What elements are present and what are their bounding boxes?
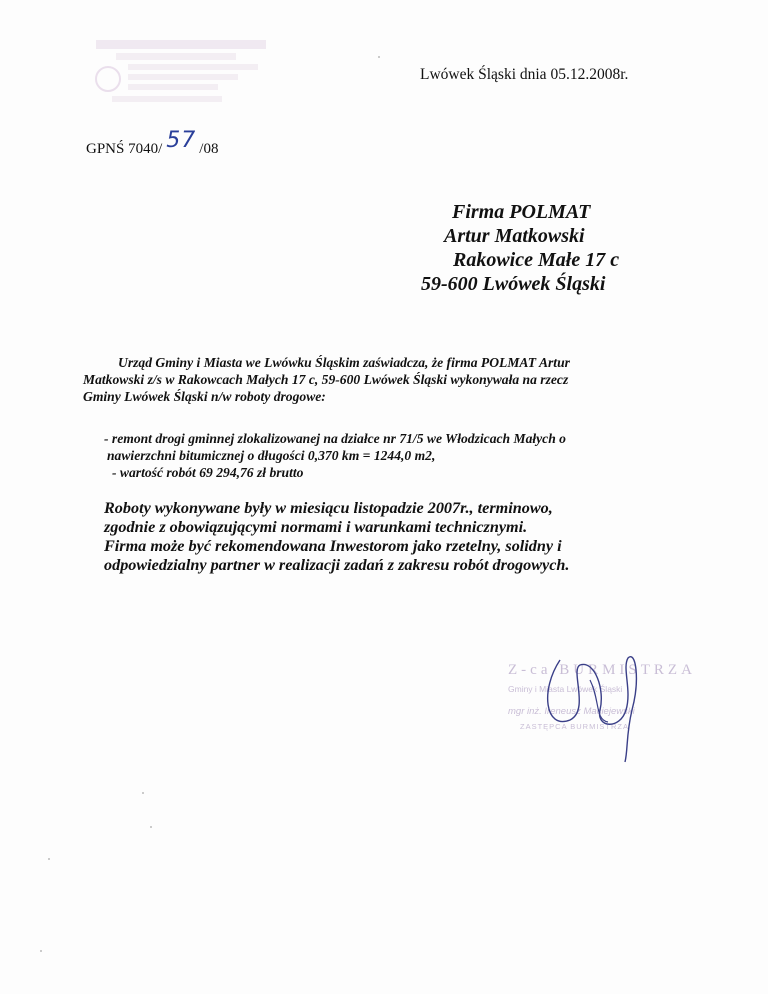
- reference-suffix: /08: [199, 141, 219, 157]
- place-and-date: Lwówek Śląski dnia 05.12.2008r.: [420, 66, 629, 83]
- works-item-line: nawierzchni bitumicznej o długości 0,370 km = 1244,0 m2,: [107, 448, 436, 463]
- recommendation-line: Roboty wykonywane były w miesiącu listopadzie 2007r., terminowo,: [104, 499, 553, 517]
- scan-speck: [378, 56, 380, 58]
- certificate-paragraph-line: Urząd Gminy i Miasta we Lwówku Śląskim zaświadcza, że firma POLMAT Artur: [118, 355, 570, 370]
- scan-speck: [48, 858, 50, 860]
- recipient-street: Rakowice Małe 17 c: [453, 249, 620, 271]
- recommendation-line: Firma może być rekomendowana Inwestorom jako rzetelny, solidny i: [104, 537, 562, 555]
- handwritten-signature: [500, 650, 690, 765]
- signature-block: [500, 650, 696, 760]
- scan-speck: [142, 792, 144, 794]
- certificate-paragraph-line: Gminy Lwówek Śląski n/w roboty drogowe:: [83, 389, 326, 404]
- reference-handwritten-number: 57: [166, 128, 197, 153]
- works-value-line: - wartość robót 69 294,76 zł brutto: [112, 465, 304, 480]
- signature-stamp-name: mgr inż. Ireneusz Maciejewski: [508, 706, 635, 717]
- header-stamp-graphic: [86, 34, 286, 114]
- recommendation-line: zgodnie z obowiązującymi normami i warunkami technicznymi.: [104, 518, 528, 536]
- certificate-paragraph-line: Matkowski z/s w Rakowcach Małych 17 c, 59-600 Lwówek Śląski wykonywała na rzecz: [83, 372, 569, 387]
- recipient-name: Artur Matkowski: [444, 225, 585, 247]
- scan-speck: [40, 950, 42, 952]
- recipient-company: Firma POLMAT: [452, 201, 591, 223]
- recipient-city: 59-600 Lwówek Śląski: [421, 273, 606, 295]
- reference-prefix: GPNŚ 7040/: [86, 141, 163, 157]
- recommendation-line: odpowiedzialny partner w realizacji zadań z zakresu robót drogowych.: [104, 556, 570, 574]
- signature-stamp-office: Gminy i Miasta Lwówek Śląski: [508, 684, 623, 694]
- signature-stamp-position: ZASTĘPCA BURMISTRZA: [520, 722, 630, 731]
- office-header-stamp: [86, 34, 286, 114]
- works-item-line: - remont drogi gminnej zlokalizowanej na działce nr 71/5 we Włodzicach Małych o: [104, 431, 566, 446]
- reference-number: [86, 128, 219, 159]
- scan-speck: [150, 826, 152, 828]
- signature-stamp-title: Z-ca BURMISTRZA: [508, 662, 696, 678]
